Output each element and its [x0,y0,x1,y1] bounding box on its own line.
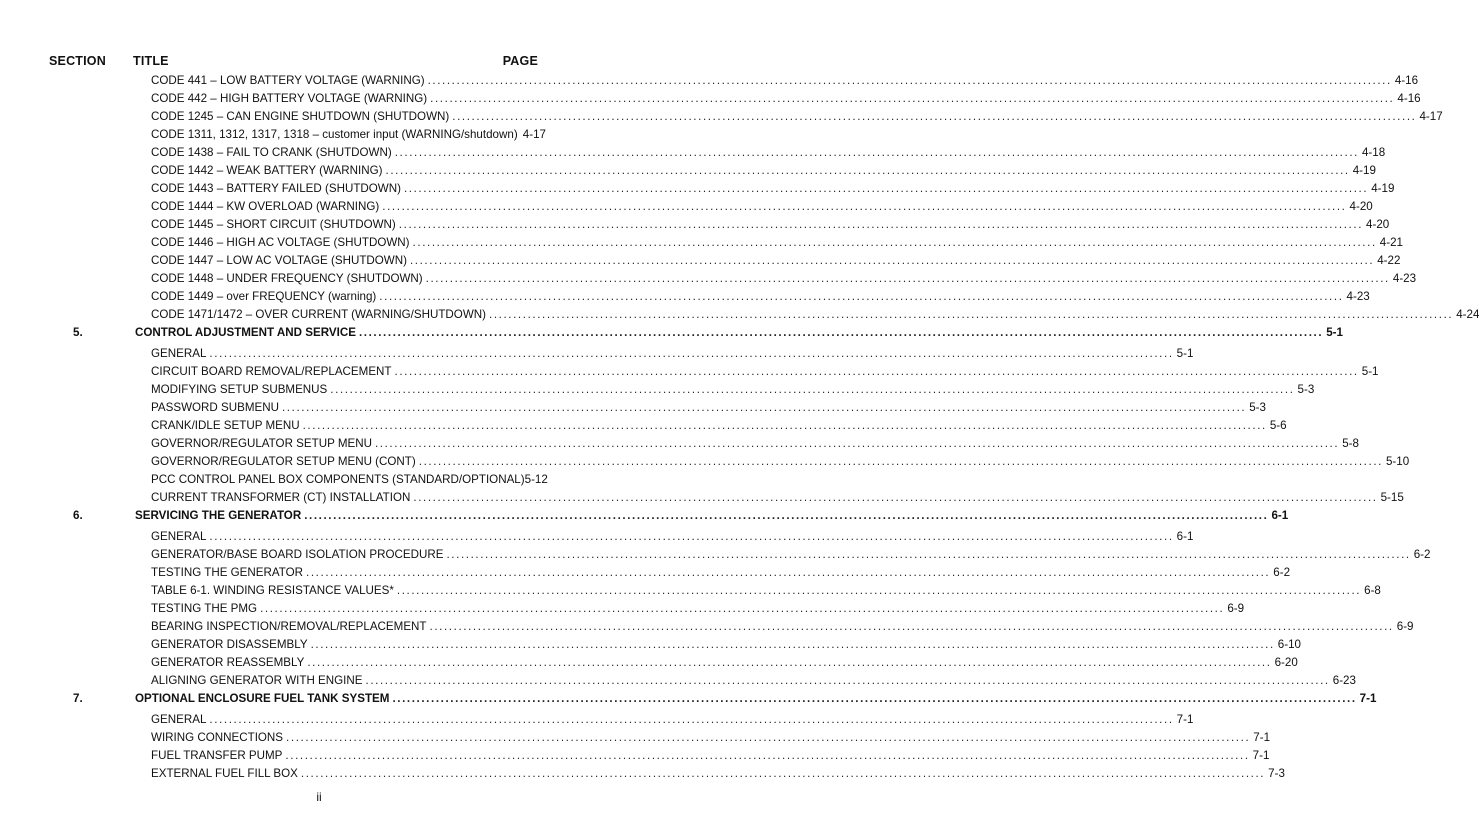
toc-entry-row [0,399,1266,417]
toc-entry-row [0,72,1419,90]
header-page: PAGE [502,54,538,68]
toc-leader-dots: ........................................................................................................................................................................................................ [330,383,1295,396]
toc-leader-dots: ........................................................................................................................................................................................................ [281,401,1247,414]
toc-leader-dots: ........................................................................................................................................................................................................ [382,200,1347,213]
toc-page-number: 7-1 [1253,731,1271,744]
toc-leader-dots: ........................................................................................................................................................................................................ [425,272,1390,285]
toc-chapter-number: 7. [73,692,83,705]
toc-leader-dots: ........................................................................................................................................................................................................ [285,749,1250,762]
toc-page-number: 6-8 [1364,584,1381,597]
toc-page-number: 5-3 [1297,383,1315,396]
toc-line [151,729,1271,747]
toc-entry-title: CODE 1446 – HIGH AC VOLTAGE (SHUTDOWN) [151,236,410,249]
toc-entry-row [0,636,1302,654]
toc-leader-dots: ........................................................................................................................................................................................................ [374,437,1340,450]
toc-page-number: 4-16 [1397,92,1421,105]
toc-leader-dots: ........................................................................................................................................................................................................ [379,290,1344,303]
toc-entry-title: CODE 1444 – KW OVERLOAD (WARNING) [151,200,380,213]
toc-line [151,126,546,144]
toc-entry-title: OPTIONAL ENCLOSURE FUEL TANK SYSTEM [135,692,390,705]
toc-line [151,453,1410,471]
toc-line [151,180,1395,198]
toc-page-number: 6-9 [1227,602,1245,615]
toc-page-number: 7-1 [1176,713,1194,726]
toc-entry-title: CODE 441 – LOW BATTERY VOLTAGE (WARNING) [151,74,425,87]
toc-line [151,345,1194,363]
toc-leader-dots: ........................................................................................................................................................................................................ [403,182,1369,195]
toc-line [135,690,1377,708]
toc-leader-dots: ........................................................................................................................................................................................................ [358,326,1324,339]
toc-entry-title: MODIFYING SETUP SUBMENUS [151,383,328,396]
toc-entry-title: GENERAL [151,713,207,726]
toc-entry-row [0,654,1298,672]
toc-leader-dots: ........................................................................................................................................................................................................ [209,713,1174,726]
toc-line [151,288,1370,306]
toc-entry-row [0,108,1443,126]
toc-entry-row [0,90,1421,108]
toc-leader-dots: ........................................................................................................................................................................................................ [385,164,1350,177]
toc-line [151,765,1285,783]
toc-entry-title: CRANK/IDLE SETUP MENU [151,419,300,432]
toc-entry-row [0,564,1291,582]
toc-entry-title: WIRING CONNECTIONS [151,731,284,744]
toc-leader-dots: ........................................................................................................................................................................................................ [260,602,1225,615]
toc-page-number: 4-19 [1371,182,1395,195]
toc-page-number: 4-19 [1352,164,1376,177]
toc-entry-row [0,216,1390,234]
toc-entry-title: PCC CONTROL PANEL BOX COMPONENTS (STANDARD/OPTIONAL) [151,473,525,486]
toc-line [151,747,1270,765]
toc-line [151,90,1421,108]
toc-entry-row [0,453,1410,471]
toc-entry-title: GENERATOR REASSEMBLY [151,656,305,669]
toc-leader-dots: ........................................................................................................................................................................................................ [307,656,1272,669]
toc-line [151,564,1291,582]
header-title: TITLE [133,54,169,68]
toc-line [151,654,1298,672]
toc-entry-row [0,198,1373,216]
toc-line [151,108,1443,126]
toc-entry-title: GENERATOR/BASE BOARD ISOLATION PROCEDURE [151,548,444,561]
toc-leader-dots: ........................................................................................................................................................................................................ [310,638,1275,651]
toc-chapter-number: 6. [73,509,83,522]
toc-line [151,489,1404,507]
toc-leader-dots: ........................................................................................................................................................................................................ [429,620,1394,633]
toc-leader-dots: ........................................................................................................................................................................................................ [452,110,1417,123]
toc-chapter-row [0,690,1377,708]
toc-entry-title: TESTING THE GENERATOR [151,566,304,579]
toc-entry-row [0,381,1315,399]
toc-entry-row [0,270,1417,288]
toc-page-number: 6-1 [1176,530,1194,543]
toc-page-number: 6-1 [1271,509,1289,522]
toc-entry-title: GENERATOR DISASSEMBLY [151,638,308,651]
toc-entry-title: CODE 1443 – BATTERY FAILED (SHUTDOWN) [151,182,401,195]
toc-entry-title: TESTING THE PMG [151,602,258,615]
toc-page-number: 6-23 [1332,674,1356,687]
toc-entry-row [0,252,1401,270]
toc-entry-row [0,711,1194,729]
toc-leader-dots: ........................................................................................................................................................................................................ [413,491,1378,504]
toc-page-number: 4-18 [1361,146,1386,159]
toc-page-number: 5-15 [1380,491,1404,504]
toc-page-number: 5-1 [1176,347,1194,360]
toc-entry-row [0,600,1245,618]
toc-page-number: 4-23 [1346,290,1370,303]
toc-leader-dots: ........................................................................................................................................................................................................ [398,218,1364,231]
toc-line [151,234,1403,252]
toc-entry-title: SERVICING THE GENERATOR [135,509,302,522]
toc-page-number: 7-3 [1268,767,1285,780]
toc-entry-title: CODE 1447 – LOW AC VOLTAGE (SHUTDOWN) [151,254,407,267]
toc-entry-title: CODE 1449 – over FREQUENCY (warning) [151,290,377,303]
toc-line [151,618,1414,636]
toc-line [151,417,1287,435]
toc-line [151,162,1376,180]
toc-leader-dots: ........................................................................................................................................................................................................ [286,731,1251,744]
toc-entry-row [0,126,638,144]
toc-chapter-row [0,507,1289,525]
toc-leader-dots: ........................................................................................................................................................................................................ [409,254,1375,267]
toc-entry-row [0,582,1381,600]
toc-page-number: 7-1 [1359,692,1377,705]
toc-page-number: 4-22 [1377,254,1401,267]
toc-entry-row [0,729,1271,747]
toc-entry-row [0,747,1270,765]
toc-page-number: 5-3 [1249,401,1266,414]
toc-line [151,711,1194,729]
toc-entry-row [0,618,1414,636]
toc-entry-row [0,765,1285,783]
toc-line [151,72,1419,90]
toc-entry-row [0,417,1287,435]
toc-leader-dots: ........................................................................................................................................................................................................ [304,509,1269,522]
header-section: SECTION [49,54,106,68]
toc-leader-dots: ........................................................................................................................................................................................................ [427,74,1392,87]
toc-entry-row [0,234,1403,252]
toc-entry-title: BEARING INSPECTION/REMOVAL/REPLACEMENT [151,620,427,633]
toc-entry-title: TABLE 6-1. WINDING RESISTANCE VALUES* [151,584,394,597]
toc-line [151,198,1373,216]
toc-leader-dots: ........................................................................................................................................................................................................ [446,548,1411,561]
toc-entry-row [0,306,1479,324]
toc-leader-dots: ........................................................................................................................................................................................................ [306,566,1271,579]
toc-entry-title: CODE 1445 – SHORT CIRCUIT (SHUTDOWN) [151,218,396,231]
toc-page-number: 4-17 [522,128,546,141]
toc-entry-row [0,144,1386,162]
toc-leader-dots: ........................................................................................................................................................................................................ [489,308,1454,321]
toc-page-number: 4-21 [1379,236,1403,249]
toc-line [151,435,1359,453]
toc-leader-dots: ........................................................................................................................................................................................................ [365,674,1330,687]
toc-line [151,399,1266,417]
toc-line [151,600,1245,618]
toc-entry-title: CURRENT TRANSFORMER (CT) INSTALLATION [151,491,411,504]
toc-line [135,324,1343,342]
toc-page-number: 4-20 [1349,200,1373,213]
toc-line [151,252,1401,270]
toc-entry-title: GENERAL [151,530,207,543]
toc-entry-row [0,162,1376,180]
toc-page-number: 4-20 [1366,218,1390,231]
toc-page-number: 5-6 [1269,419,1287,432]
toc-page-number: 4-23 [1392,272,1417,285]
toc-line [135,507,1289,525]
toc-entry-title: FUEL TRANSFER PUMP [151,749,283,762]
toc-entry-row [0,345,1194,363]
toc-leader-dots: ........................................................................................................................................................................................................ [302,419,1267,432]
toc-leader-dots: ........................................................................................................................................................................................................ [392,692,1357,705]
toc-chapter-number: 5. [73,326,83,339]
toc-entry-title: GOVERNOR/REGULATOR SETUP MENU (CONT) [151,455,416,468]
toc-line [151,582,1381,600]
toc-entry-row [0,363,1379,381]
toc-leader-dots: ........................................................................................................................................................................................................ [394,365,1359,378]
toc-page-number: 4-24 [1456,308,1479,321]
toc-leader-dots: ........................................................................................................................................................................................................ [300,767,1266,780]
toc-entry-title: CODE 1442 – WEAK BATTERY (WARNING) [151,164,383,177]
toc-entry-title: ALIGNING GENERATOR WITH ENGINE [151,674,363,687]
toc-entry-title: CODE 1438 – FAIL TO CRANK (SHUTDOWN) [151,146,392,159]
toc-entry-title: GENERAL [151,347,207,360]
toc-entry-title: CONTROL ADJUSTMENT AND SERVICE [135,326,356,339]
toc-leader-dots: ........................................................................................................................................................................................................ [209,530,1174,543]
toc-entry-title: CODE 1448 – UNDER FREQUENCY (SHUTDOWN) [151,272,423,285]
toc-entry-row [0,435,1359,453]
toc-page-number: 4-16 [1394,74,1419,87]
toc-entry-title: CODE 1471/1472 – OVER CURRENT (WARNING/SHUTDOWN) [151,308,486,321]
toc-entry-title: CODE 442 – HIGH BATTERY VOLTAGE (WARNING) [151,92,428,105]
toc-entry-title: CODE 1311, 1312, 1317, 1318 – customer input (WARNING/shutdown) [151,128,518,141]
toc-entry-row [0,180,1395,198]
toc-page-number: 7-1 [1252,749,1270,762]
toc-entry-title: EXTERNAL FUEL FILL BOX [151,767,298,780]
toc-page-number: 6-2 [1413,548,1431,561]
toc-leader-dots: ........................................................................................................................................................................................................ [209,347,1174,360]
toc-line [151,363,1379,381]
toc-page-number: 6-2 [1273,566,1291,579]
toc-page-number: 4-17 [1419,110,1443,123]
toc-leader-dots: ........................................................................................................................................................................................................ [412,236,1377,249]
toc-line [151,144,1386,162]
toc-page-number: 6-20 [1274,656,1298,669]
toc-entry-row [0,489,1404,507]
toc-entry-title: PASSWORD SUBMENU [151,401,279,414]
toc-line [151,546,1431,564]
toc-entry-row [0,288,1370,306]
toc-entry-row [0,546,1431,564]
toc-page-number: 5-12 [524,473,548,486]
toc-line [151,270,1417,288]
toc-entry-title: CIRCUIT BOARD REMOVAL/REPLACEMENT [151,365,392,378]
toc-entry-row [0,471,638,489]
toc-page-number: 5-8 [1342,437,1359,450]
toc-entry-title: CODE 1245 – CAN ENGINE SHUTDOWN (SHUTDOWN) [151,110,450,123]
toc-line [151,672,1356,690]
table-of-contents [0,72,1479,783]
toc-line [151,381,1315,399]
toc-page-number: 6-10 [1277,638,1302,651]
toc-line [151,528,1194,546]
toc-entry-row [0,528,1194,546]
toc-leader-dots: ........................................................................................................................................................................................................ [418,455,1383,468]
toc-page-number: 5-1 [1361,365,1379,378]
toc-entry-row [0,672,1356,690]
toc-line [151,636,1302,654]
toc-line [151,306,1479,324]
toc-entry-title: GOVERNOR/REGULATOR SETUP MENU [151,437,372,450]
toc-leader-dots: ........................................................................................................................................................................................................ [396,584,1362,597]
toc-line [151,216,1390,234]
page-number: ii [316,790,322,804]
toc-line [151,471,546,489]
toc-page-number: 6-9 [1396,620,1414,633]
toc-page-number: 5-1 [1326,326,1343,339]
toc-leader-dots: ........................................................................................................................................................................................................ [394,146,1359,159]
toc-leader-dots: ........................................................................................................................................................................................................ [430,92,1395,105]
toc-page-number: 5-10 [1385,455,1410,468]
toc-chapter-row [0,324,1343,342]
